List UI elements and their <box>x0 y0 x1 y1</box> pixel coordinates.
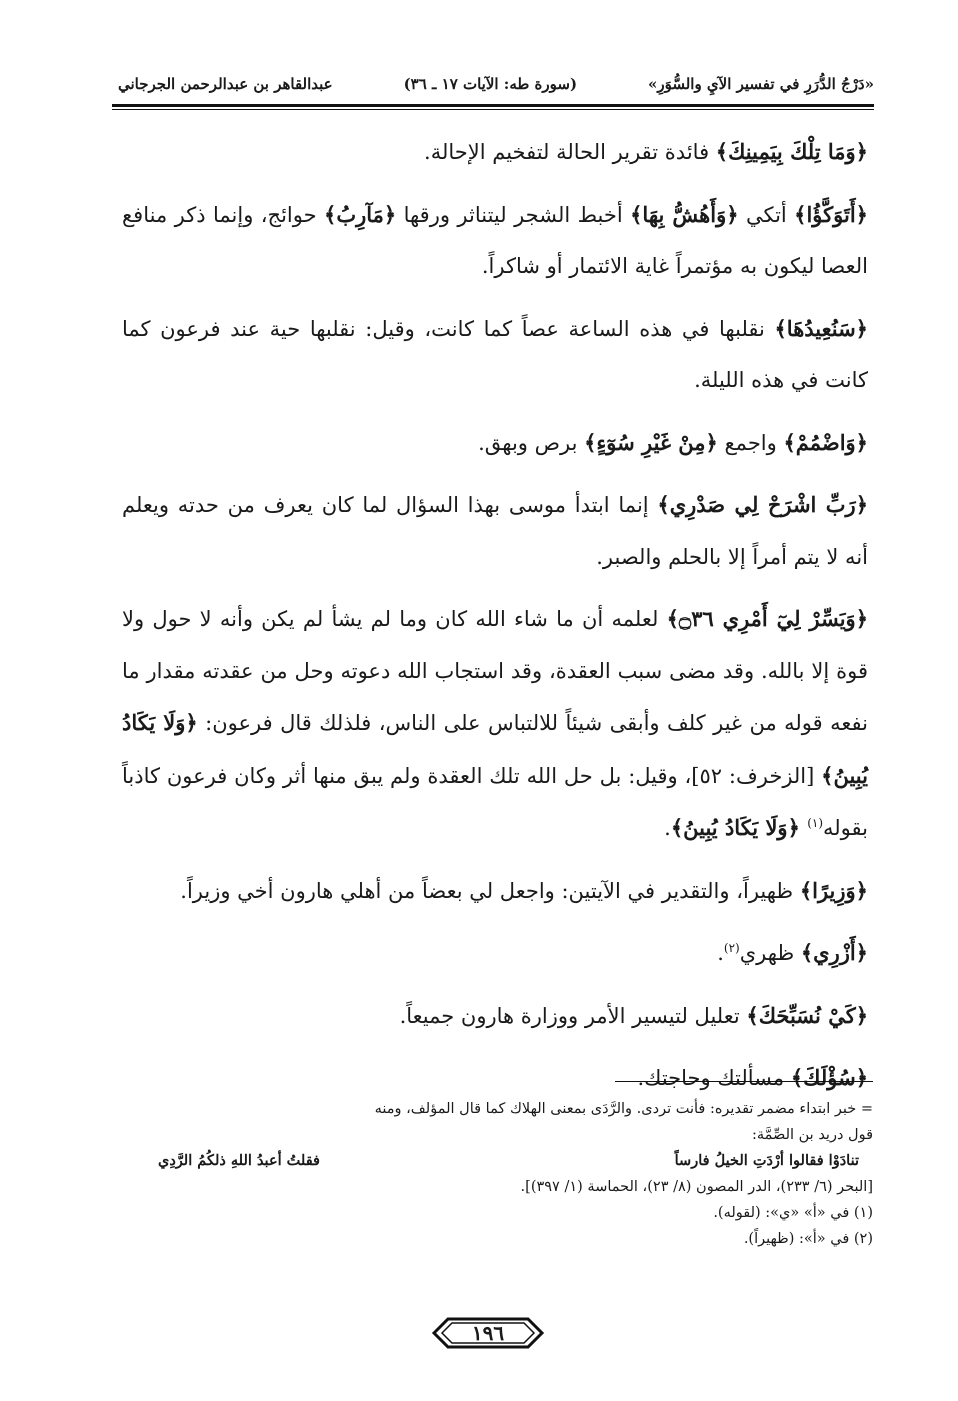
quran-quote: ﴿وَزِيرًا﴾ <box>799 877 868 903</box>
commentary: . <box>717 941 724 965</box>
quran-quote: ﴿سَنُعِيدُهَا﴾ <box>774 315 868 341</box>
quran-quote: ﴿مَآرِبُ﴾ <box>324 201 397 227</box>
commentary: مسألتك وحاجتك. <box>637 1066 791 1090</box>
paragraph-3 <box>122 303 868 407</box>
commentary: أتكي <box>738 202 795 227</box>
commentary: فائدة تقرير الحالة لتفخيم الإحالة. <box>424 140 716 164</box>
running-header <box>118 66 874 102</box>
page-number-ornament <box>430 1313 546 1353</box>
commentary: تعليل لتيسير الأمر ووزارة هارون جميعاً. <box>399 1003 747 1028</box>
quran-quote: ﴿وَمَا تِلْكَ بِيَمِينِكَ﴾ <box>715 139 868 164</box>
footnote-marker: (٢) <box>723 941 740 955</box>
quran-quote: ﴿أَزْرِي﴾ <box>800 940 868 965</box>
main-text <box>122 126 868 1115</box>
quran-quote: ﴿وَأَهُشُّ بِهَا﴾ <box>630 201 739 227</box>
paragraph-2 <box>122 189 868 293</box>
header-book-title: «دَرْجُ الدُّرَرِ في تفسير الآيِ والسُّوَرِ» <box>647 75 874 93</box>
footnote-continuation: = خبر ابتداء مضمر تقديره: فأنت تردى. والرَّدَى بمعنى الهلاك كما قال المؤلف، ومنه <box>374 1101 873 1117</box>
paragraph-6 <box>122 593 868 855</box>
quran-quote: ﴿وَيَسِّرْ لِيٓ أَمْرِي ۝٣٦﴾ <box>666 606 869 631</box>
paragraph-8 <box>122 927 868 980</box>
commentary: نقلبها في هذه الساعة عصاً كما كانت، وقيل: نقلبها حية عند فرعون كما كانت في هذه الليلة. <box>122 316 868 392</box>
paragraph-1 <box>122 126 868 179</box>
poetry-verse <box>118 1148 873 1174</box>
quran-quote: ﴿كَيْ نُسَبِّحَكَ﴾ <box>746 1002 868 1028</box>
commentary: ظهري <box>739 941 801 965</box>
commentary: برص وبهق. <box>478 430 585 455</box>
verse-second-hemistich: فقلتُ أعبدُ اللهِ ذلكُمُ الرَّدِي <box>158 1152 320 1169</box>
paragraph-7 <box>122 865 868 918</box>
quran-quote: ﴿مِنْ غَيْرِ سُوٓءٍ﴾ <box>584 429 718 455</box>
footnote-2: (٢) في «أ»: (ظهيراً). <box>743 1231 873 1247</box>
footnotes <box>118 1096 873 1252</box>
paragraph-9 <box>122 990 868 1043</box>
footnote-marker: (١) <box>807 816 824 830</box>
commentary: لعلمه أن ما شاء الله كان وما لم يشأ لم يكن وأنه لا حول ولا قوة إلا بالله. وقد مضى سبب العقدة، وقد استجاب الله دعوته وحل من عقدته مقدار ما نفعه قوله من غير كلف وأبقى شيئاً للالتباس على الناس، فلذلك قال فرعون: <box>122 607 868 735</box>
commentary: إنما ابتدأ موسى بهذا السؤال لما كان يعرف من حدته ويعلم أنه لا يتم أمراً إلا بالحلم والصبر. <box>122 493 868 569</box>
quran-quote: ﴿وَلَا يَكَادُ يُبِينُ﴾ <box>122 710 868 788</box>
commentary: حوائج، وإنما ذكر منافع العصا ليكون به مؤتمراً غاية الائتمار أو شاكراً. <box>122 202 868 278</box>
quran-quote: ﴿أَتَوَكَّؤُا﴾ <box>794 201 868 227</box>
quran-quote: ﴿وَلَا يَكَادُ يُبِينُ﴾ <box>670 815 808 840</box>
footnote-separator <box>615 1081 873 1082</box>
footnote-references: [البحر (٦/ ٢٣٣)، الدر المصون (٨/ ٢٣)، الحماسة (١/ ٣٩٧)]. <box>520 1179 873 1195</box>
paragraph-4 <box>122 417 868 470</box>
header-rule-thin <box>112 109 874 110</box>
quran-quote: ﴿وَاضْمُمْ﴾ <box>783 429 868 455</box>
commentary: أخبط الشجر ليتناثر ورقها <box>396 202 631 227</box>
paragraph-5 <box>122 479 868 583</box>
commentary: [الزخرف: ٥٢]، وقيل: بل حل الله تلك العقدة ولم يبق منها أثر وكان فرعون كاذباً بقوله <box>122 763 868 840</box>
page-number: ١٩٦ <box>471 1321 505 1345</box>
verse-first-hemistich: تنادَوْا فقالوا أرْدَتِ الخيلُ فارساً <box>674 1152 859 1169</box>
header-section: (سورة طه: الآيات ١٧ ـ ٣٦) <box>403 75 578 93</box>
commentary: واجمع <box>717 430 784 455</box>
header-author: عبدالقاهر بن عبدالرحمن الجرجاني <box>118 75 333 93</box>
quran-quote: ﴿رَبِّ اشْرَحْ لِي صَدْرِي﴾ <box>657 492 868 517</box>
commentary: . <box>664 816 671 840</box>
quran-quote: ﴿سُؤْلَكَ﴾ <box>790 1065 868 1090</box>
commentary: ظهيراً، والتقدير في الآيتين: واجعل لي بعضاً من أهلي هارون أخي وزيراً. <box>180 878 800 903</box>
header-rule-thick <box>112 104 874 107</box>
footnote-continuation: قول دريد بن الصِّمَّة: <box>751 1127 873 1143</box>
footnote-1: (١) في «أ» «ي»: (لقوله). <box>713 1205 873 1221</box>
